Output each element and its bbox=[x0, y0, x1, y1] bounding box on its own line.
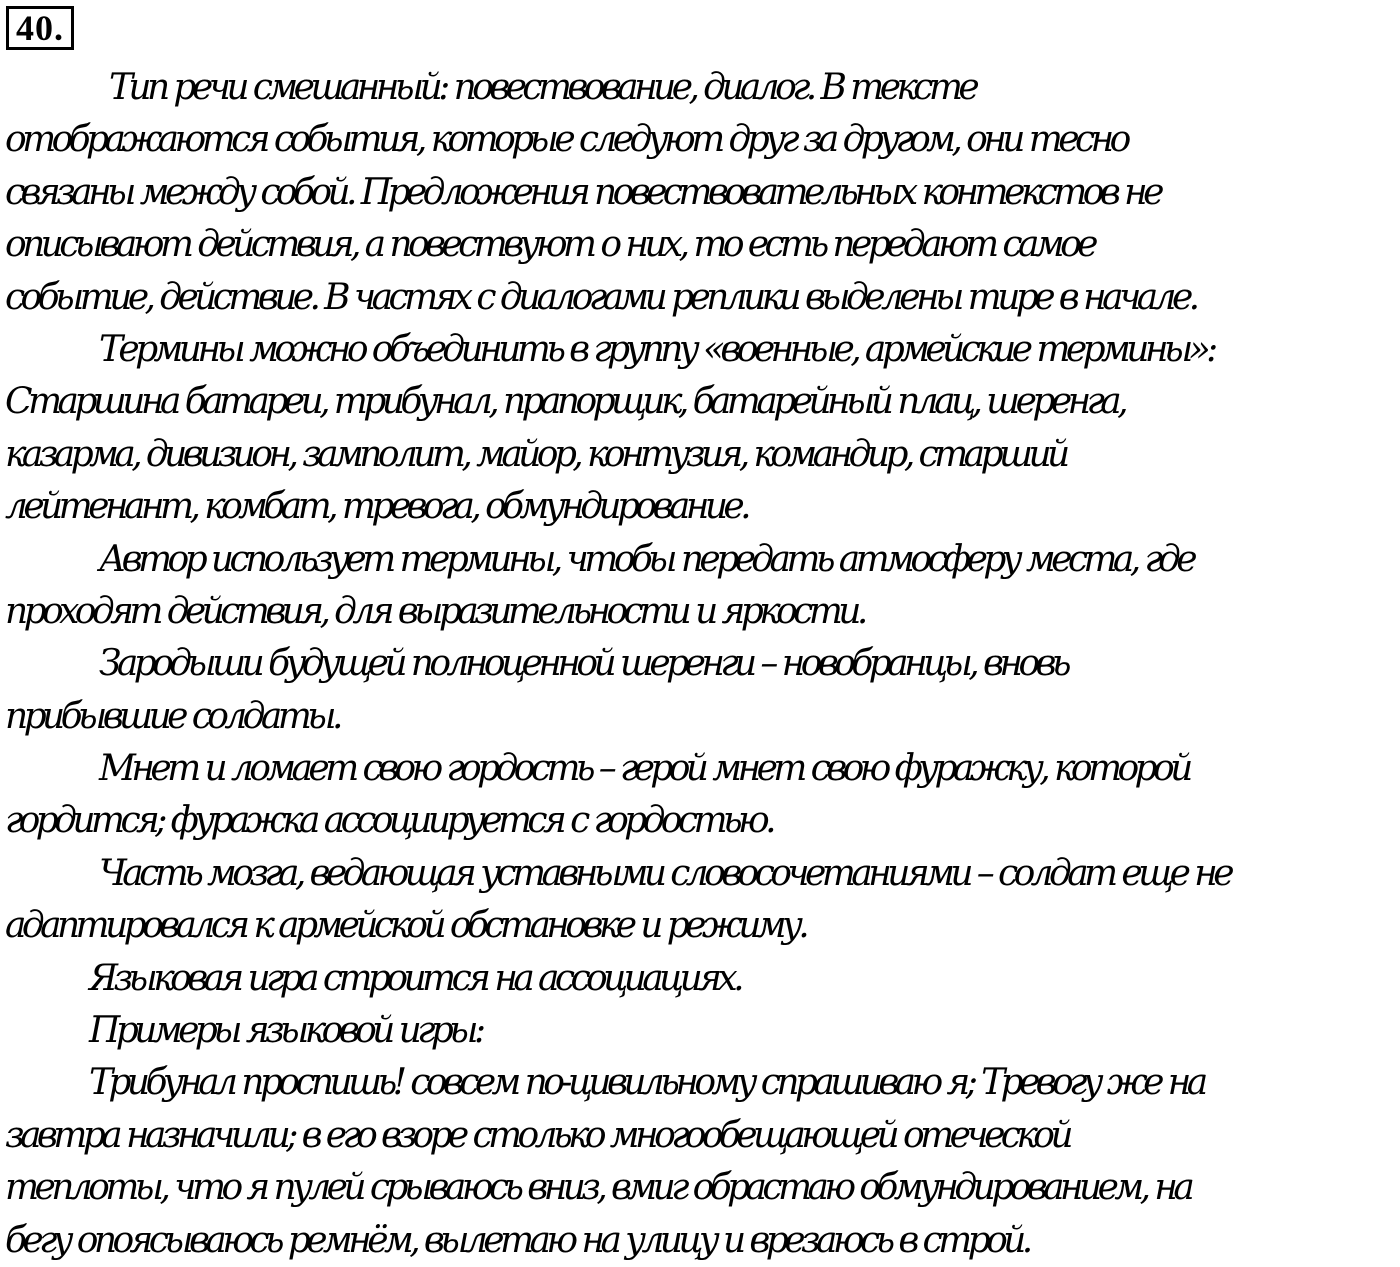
text-line: Примеры языковой игры: bbox=[89, 1010, 482, 1052]
text-line: адаптировался к армейской обстановке и режиму. bbox=[5, 905, 806, 947]
text-line: описывают действия, а повествуют о них, то есть передают самое bbox=[5, 224, 1094, 266]
text-line: завтра назначили; в его взоре столько многообещающей отеческой bbox=[5, 1114, 1069, 1156]
text-line: Зародыши будущей полноценной шеренги – новобранцы, вновь bbox=[99, 643, 1067, 685]
text-line: проходят действия, для выразительности и яркости. bbox=[5, 590, 864, 632]
document-body bbox=[5, 62, 1397, 1267]
text-line: связаны между собой. Предложения повествовательных контекстов не bbox=[5, 171, 1160, 213]
text-line: отображаются события, которые следуют друг за другом, они тесно bbox=[5, 119, 1127, 161]
text-line: прибывшие солдаты. bbox=[5, 695, 339, 737]
text-line: бегу опоясываюсь ремнём, вылетаю на улицу и врезаюсь в строй. bbox=[5, 1219, 1029, 1261]
text-line: Часть мозга, ведающая уставными словосочетаниями – солдат еще не bbox=[99, 852, 1230, 894]
text-line: Трибунал проспишь! совсем по-цивильному спрашиваю я; Тревогу же на bbox=[89, 1062, 1204, 1104]
text-line: Старшина батареи, трибунал, прапорщик, батарейный плац, шеренга, bbox=[5, 381, 1124, 423]
text-line: теплоты, что я пулей срываюсь вниз, вмиг обрастаю обмундированием, на bbox=[5, 1167, 1191, 1209]
text-line: лейтенант, комбат, тревога, обмундирование. bbox=[5, 486, 747, 528]
text-line: гордится; фуражка ассоциируется с гордостью. bbox=[5, 800, 772, 842]
exercise-number: 40. bbox=[6, 6, 74, 50]
text-line: событие, действие. В частях с диалогами реплики выделены тире в начале. bbox=[5, 276, 1196, 318]
text-line: Мнет и ломает свою гордость – герой мнет свою фуражку, которой bbox=[99, 748, 1189, 790]
text-line: Автор использует термины, чтобы передать атмосферу места, где bbox=[99, 538, 1193, 580]
text-line: Языковая игра строится на ассоциациях. bbox=[89, 957, 740, 999]
text-line: Термины можно объединить в группу «военные, армейские термины»: bbox=[99, 328, 1214, 370]
text-line: Тип речи смешанный: повествование, диалог. В тексте bbox=[109, 67, 976, 108]
text-line: казарма, дивизион, замполит, майор, контузия, командир, старший bbox=[5, 433, 1066, 475]
